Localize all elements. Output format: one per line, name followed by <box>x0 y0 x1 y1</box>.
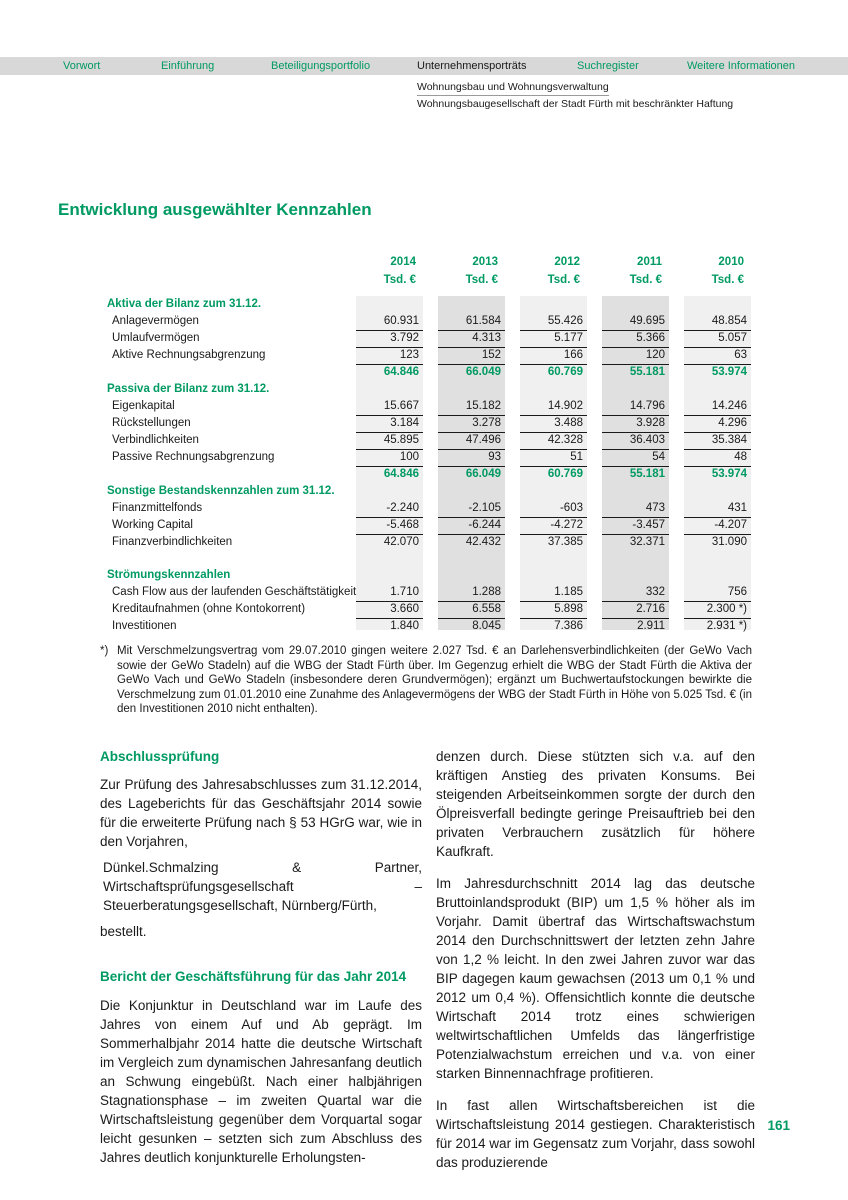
col-header-unit: Tsd. € <box>629 274 662 286</box>
table-row: Investitionen 1.840 8.045 7.386 2.911 2.931 *) <box>112 620 747 632</box>
nav-item-suchregister[interactable]: Suchregister <box>577 60 639 72</box>
table-row: Rückstellungen 3.184 3.278 3.488 3.928 4.296 <box>100 415 751 432</box>
footnote-text: Mit Verschmelzungsvertrag vom 29.07.2010 gingen weitere 2.027 Tsd. € an Darlehensverbindlichkeiten (der GeWo Vach sowie der GeWo Stadeln) auf die WBG der Stadt Fürth über. Im Gegenzug erhielt die WBG der Stadt Fürth die Aktiva der GeWo Vach und GeWo Stadeln (insbesondere deren Grundvermögen); ergänzt um Buchwertaufstockungen bewirkte die Verschmelzung zum 01.01.2010 eine Zunahme des Anlagevermögens der WBG der Stadt Fürth in Höhe von 5.025 Tsd. € (in den Investitionen 2010 nicht enthalten). <box>117 645 752 715</box>
table-row: Finanzmittelfonds -2.240 -2.105 -603 473 431 <box>100 500 751 517</box>
table-row: Kreditaufnahmen (ohne Kontokorrent) 3.660 6.558 5.898 2.716 2.300 *) <box>100 601 751 618</box>
col-header-unit: Tsd. € <box>711 274 744 286</box>
col-header-year: 2010 <box>718 256 744 268</box>
table-spacer-row <box>100 551 751 567</box>
table-row: Cash Flow aus der laufenden Geschäftstätigkeit 1.710 1.288 1.185 332 756 <box>100 584 751 601</box>
col-header-year: 2013 <box>472 256 498 268</box>
table-section-header: Sonstige Bestandskennzahlen zum 31.12. <box>107 485 335 497</box>
col-header-year: 2011 <box>637 256 662 268</box>
footnote-marker: *) <box>100 645 109 657</box>
paragraph-auditor: Dünkel.Schmalzing & Partner, Wirtschaftsprüfungsgesellschaft – Steuerberatungsgesellschaft, Nürnberg/Fürth, <box>103 860 422 913</box>
paragraph: Die Konjunktur in Deutschland war im Laufe des Jahres von einem Auf und Ab geprägt. Im Sommerhalbjahr 2014 hatte die deutsche Wirtschaft im Vergleich zum dynamischen Jahresanfang deutlich an Schwung eingebüßt. Nach einer halbjährigen Stagnationsphase – im zweiten Quartal war die Wirtschaftsleistung gegenüber dem Vorquartal sogar leicht gesunken – setzten sich zum Abschluss des Jahres deutlich konjunkturelle Erholungsten- <box>100 998 422 1165</box>
heading-abschlusspruefung: Abschlussprüfung <box>100 749 220 764</box>
col-header-year: 2012 <box>554 256 580 268</box>
table-unit-header-row <box>100 272 751 296</box>
text-column-left <box>100 747 422 1174</box>
nav-item-beteiligungsportfolio[interactable]: Beteiligungsportfolio <box>271 60 371 72</box>
table-row: Eigenkapital 15.667 15.182 14.902 14.796 14.246 <box>100 398 751 415</box>
nav-item-vorwort[interactable]: Vorwort <box>63 60 101 72</box>
paragraph: denzen durch. Diese stützten sich v.a. auf den kräftigen Anstieg des privaten Konsums. Bei steigenden Arbeitseinkommen sorgte der durch den Ölpreisverfall bedingte geringe Preisauftrieb bei den privaten Verbrauchern zusätzlich für höhere Kaufkraft. <box>436 749 755 859</box>
table-row: Aktive Rechnungsabgrenzung 123 152 166 120 63 <box>100 347 751 364</box>
text-column-right <box>436 747 755 1185</box>
heading-bericht-geschaeftsfuehrung: Bericht der Geschäftsführung für das Jahr 2014 <box>100 969 407 984</box>
breadcrumb-company: Wohnungsbaugesellschaft der Stadt Fürth mit beschränkter Haftung <box>417 98 734 110</box>
paragraph: bestellt. <box>100 924 147 939</box>
table-row: Umlaufvermögen 3.792 4.313 5.177 5.366 5.057 <box>100 330 751 347</box>
col-header-year: 2014 <box>390 256 416 268</box>
table-row: Anlagevermögen 60.931 61.584 55.426 49.695 48.854 <box>100 313 751 330</box>
table-total-row: 64.846 66.049 60.769 55.181 53.974 <box>383 468 747 480</box>
nav-item-einfuehrung[interactable]: Einführung <box>161 60 215 72</box>
table-row: Working Capital -5.468 -6.244 -4.272 -3.457 -4.207 <box>100 517 751 534</box>
table-row: Finanzverbindlichkeiten 42.070 42.432 37.385 32.371 31.090 <box>112 536 747 548</box>
table-total-row: 64.846 66.049 60.769 55.181 53.974 <box>383 366 747 378</box>
page-number: 161 <box>767 1118 790 1133</box>
paragraph: Im Jahresdurchschnitt 2014 lag das deutsche Bruttoinlandsprodukt (BIP) um 1,5 % höher als im Vorjahr. Damit übertraf das Wirtschaftswachstum 2014 den Durchschnittswert der letzten zehn Jahre von 1,2 % leicht. In den zwei Jahren zuvor war das BIP dagegen kaum gewachsen (2013 um 0,1 % und 2012 um 0,4 %). Offensichtlich konnte die deutsche Wirtschaft 2014 trotz eines schwierigen weltwirtschaftlichen Umfelds das längerfristige Potenzialwachstum erreichen und v.a. von einer starken Binnennachfrage profitieren. <box>436 876 755 1081</box>
paragraph: Zur Prüfung des Jahresabschlusses zum 31.12.2014, des Lageberichts für das Geschäftsjahr 2014 sowie für die erweiterte Prüfung nach § 53 HGrG war, wie in den Vorjahren, <box>100 777 422 849</box>
col-header-unit: Tsd. € <box>547 274 580 286</box>
col-header-unit: Tsd. € <box>465 274 498 286</box>
table-section-header: Aktiva der Bilanz zum 31.12. <box>107 298 262 310</box>
paragraph: In fast allen Wirtschaftsbereichen ist die Wirtschaftsleistung 2014 gestiegen. Charakteristisch für 2014 war im Gegensatz zum Vorjahr, dass sowohl das produzierende <box>436 1098 755 1170</box>
table-footnote <box>100 644 752 717</box>
table-year-header-row <box>100 254 751 272</box>
page-title: Entwicklung ausgewählter Kennzahlen <box>58 200 372 219</box>
top-navigation-bar <box>0 57 848 75</box>
nav-item-weitere-informationen[interactable]: Weitere Informationen <box>687 60 796 72</box>
col-header-unit: Tsd. € <box>383 274 416 286</box>
key-figures-table <box>100 254 751 635</box>
table-row: Verbindlichkeiten 45.895 47.496 42.328 36.403 35.384 <box>100 432 751 449</box>
breadcrumb-category: Wohnungsbau und Wohnungsverwaltung <box>417 81 609 96</box>
table-section-header: Strömungskennzahlen <box>107 569 231 581</box>
nav-item-unternehmensportraets[interactable]: Unternehmensporträts <box>417 60 527 72</box>
table-row: Passive Rechnungsabgrenzung 100 93 51 54 48 <box>100 449 751 466</box>
table-section-header: Passiva der Bilanz zum 31.12. <box>107 383 270 395</box>
